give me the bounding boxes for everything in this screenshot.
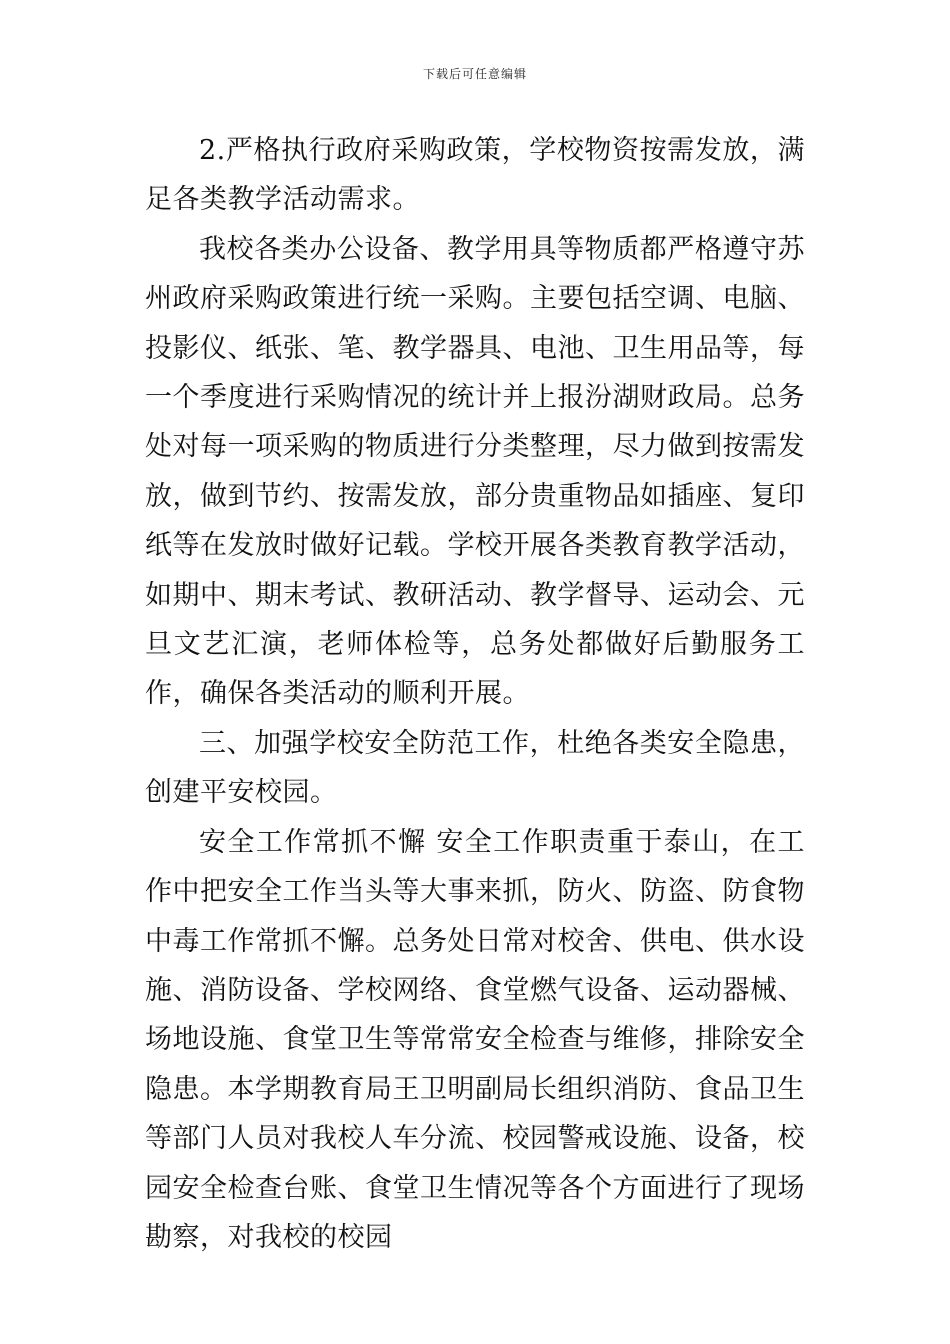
paragraph-safety-details: 安全工作常抓不懈 安全工作职责重于泰山，在工作中把安全工作当头等大事来抓，防火、防盗、防食物中毒工作常抓不懈。总务处日常对校舍、供电、供水设施、消防设备、学校网络、食堂燃气设备、运动器械、场地设施、食堂卫生等常常安全检查与维修，排除安全隐患。本学期教育局王卫明副局长组织消防、食品卫生等部门人员对我校人车分流、校园警戒设施、设备，校园安全检查台账、食堂卫生情况等各个方面进行了现场勘察，对我校的校园 — [145, 826, 805, 1253]
paragraph-safety-heading: 三、加强学校安全防范工作，杜绝各类安全隐患，创建平安校园。 — [145, 727, 805, 809]
document-body — [145, 126, 805, 1262]
paragraph-procurement-policy: 2.严格执行政府采购政策，学校物资按需发放，满足各类教学活动需求。 — [145, 135, 805, 216]
page-header: 下载后可任意编辑 — [422, 67, 527, 81]
paragraph-procurement-details: 我校各类办公设备、教学用具等物质都严格遵守苏州政府采购政策进行统一采购。主要包括空调、电脑、投影仪、纸张、笔、教学器具、电池、卫生用品等，每一个季度进行采购情况的统计并上报汾湖财政局。总务处对每一项采购的物质进行分类整理，尽力做到按需发放，做到节约、按需发放，部分贵重物品如插座、复印纸等在发放时做好记载。学校开展各类教育教学活动，如期中、期末考试、教研活动、教学督导、运动会、元旦文艺汇演，老师体检等，总务处都做好后勤服务工作，确保各类活动的顺利开展。 — [145, 233, 805, 710]
